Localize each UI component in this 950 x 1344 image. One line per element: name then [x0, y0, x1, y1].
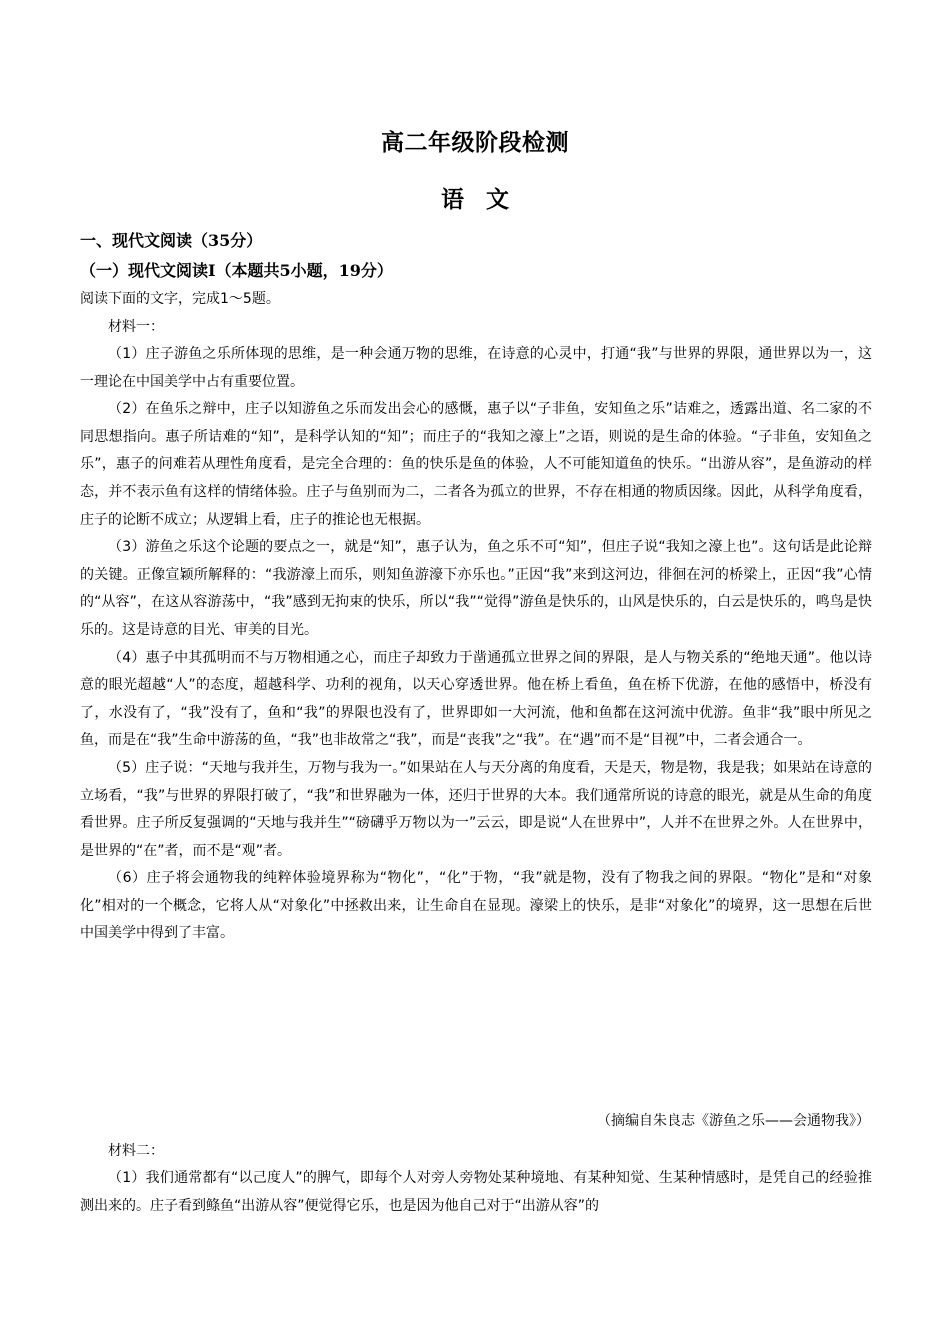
paragraph-5: （5）庄子说：“天地与我并生，万物与我为一。”如果站在人与天分离的角度看，天是天，物是物，我是我；如果站在诗意的立场看，“我”与世界的界限打破了，“我”和世界融为一体，还归于世界的大本。我们通常所说的诗意的眼光，就是从生命的角度看世界。庄子所反复强调的“天地与我并生”“磅礴乎万物以为一”云云，即是说“人在世界中”，人并不在世界之外。人在世界中，是世界的“在”者，而不是“观”者。: [80, 759, 872, 859]
paragraph-1: （1）我们通常都有“以己度人”的脾气，即每个人对旁人旁物处某种境地、有某种知觉、生某种情感时，是凭自己的经验推测出来的。庄子看到鲦鱼“出游从容”便觉得它乐，也是因为他自己对于“出游从容”的: [80, 1170, 872, 1214]
section-heading: 一、现代文阅读（35分）: [80, 231, 263, 250]
material-two-body: [80, 1165, 872, 1220]
instruction-text: 阅读下面的文字，完成1～5题。: [80, 291, 280, 307]
material-two-label: 材料二：: [108, 1143, 164, 1159]
material-one-body: [80, 341, 872, 948]
paragraph-6: （6）庄子将会通物我的纯粹体验境界称为“物化”，“化”于物，“我”就是物，没有了物我之间的界限。“物化”是和“对象化”相对的一个概念，它将人从“对象化”中拯救出来，让生命自在显现。濠梁上的快乐，是非“对象化”的境界，这一思想在后世中国美学中得到了丰富。: [80, 870, 872, 942]
paragraph-1: （1）庄子游鱼之乐所体现的思维，是一种会通万物的思维，在诗意的心灵中，打通“我”与世界的界限，通世界以为一，这一理论在中国美学中占有重要位置。: [80, 346, 872, 390]
paragraph-2: （2）在鱼乐之辩中，庄子以知游鱼之乐而发出会心的感慨，惠子以“子非鱼，安知鱼之乐”诘难之，透露出道、名二家的不同思想指向。惠子所诘难的“知”，是科学认知的“知”；而庄子的“我知之濠上”之语，则说的是生命的体验。“子非鱼，安知鱼之乐”，惠子的问难若从理性角度看，是完全合理的：鱼的快乐是鱼的体验，人不可能知道鱼的快乐。“出游从容”，是鱼游动的样态，并不表示鱼有这样的情绪体验。庄子与鱼别而为二，二者各为孤立的世界，不存在相通的物质因缘。因此，从科学角度看，庄子的论断不成立；从逻辑上看，庄子的推论也无根据。: [80, 401, 872, 528]
paragraph-3: （3）游鱼之乐这个论题的要点之一，就是“知”，惠子认为，鱼之乐不可“知”，但庄子说“我知之濠上也”。这句话是此论辩的关键。正像宣颖所解释的：“我游濠上而乐，则知鱼游濠下亦乐也。”正因“我”来到这河边，徘徊在河的桥梁上，正因“我”心情的“从容”，在这从容游荡中，“我”感到无拘束的快乐，所以“我”“觉得”游鱼是快乐的，山风是快乐的，白云是快乐的，鸣鸟是快乐的。这是诗意的目光、审美的目光。: [80, 539, 872, 638]
document-title: 高二年级阶段检测: [381, 129, 569, 156]
material-one-label: 材料一：: [108, 319, 164, 335]
subject-title: 语文: [441, 186, 531, 213]
source-citation: （摘编自朱良志《游鱼之乐——会通物我》）: [597, 1113, 870, 1129]
paragraph-4: （4）惠子中其孤明而不与万物相通之心，而庄子却致力于凿通孤立世界之间的界限，是人与物关系的“绝地天通”。他以诗意的眼光超越“人”的态度，超越科学、功利的视角，以天心穿透世界。他在桥上看鱼，鱼在桥下优游，在他的感悟中，桥没有了，水没有了，“我”没有了，鱼和“我”的界限也没有了，世界即如一大河流，他和鱼都在这河流中优游。鱼非“我”眼中所见之鱼，而是在“我”生命中游荡的鱼，“我”也非故常之“我”，而是“丧我”之“我”。在“遇”而不是“目视”中，二者会通合一。: [80, 649, 872, 749]
subsection-heading: （一）现代文阅读Ⅰ（本题共5小题，19分）: [80, 261, 393, 280]
